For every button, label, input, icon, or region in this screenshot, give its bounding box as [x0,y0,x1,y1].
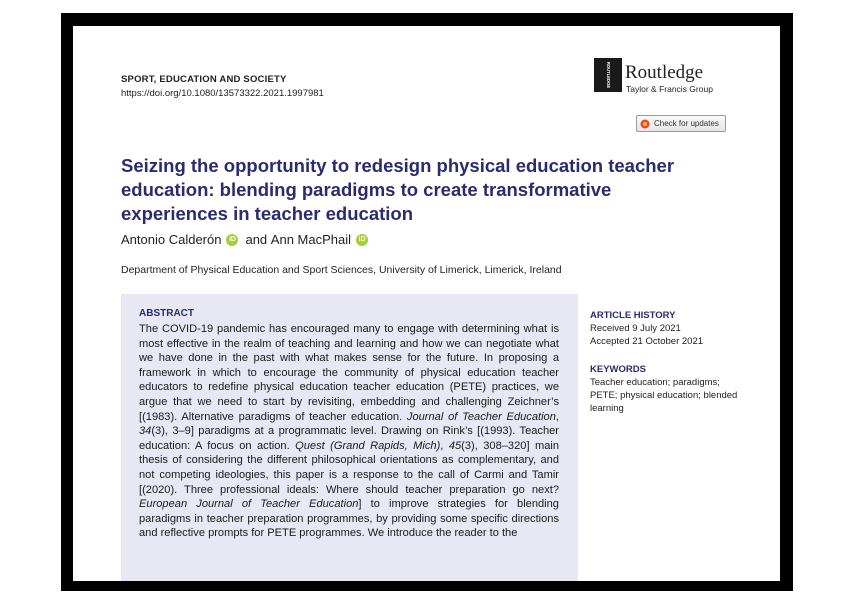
check-updates-icon [640,119,650,129]
article-title: Seizing the opportunity to redesign physical education teacher education: blending paradigms to create transformative experiences in teacher education [121,155,675,224]
received-date: Received 9 July 2021 [590,323,681,334]
orcid-icon[interactable]: iD [356,234,368,246]
article-page [73,26,780,581]
article-history-heading: ARTICLE HISTORY [590,310,676,321]
article-history [590,309,703,348]
routledge-mark-text: ROUTLEDGE [605,61,611,89]
author-macphail[interactable]: Ann MacPhail [270,232,352,247]
abstract-text: The COVID-19 pandemic has encouraged many to engage with determining what is most effective in the realm of teaching and learning and how we can negotiate what we have done in the past with what makes sense for the future. In proposing a framework in which to encourage the community of physical education teacher educators to redefine physical education teacher education (PETE) practices, we argue that we need to start by revisiting, embedding and challenging Zeichner’s [(1983). Alternative paradigms of teacher education. Journal of Teacher Education, 34(3), 3–9] paradigms at a programmatic level. Drawing on Rink’s [(1993). Teacher education: A focus on action. Quest (Grand Rapids, Mich), 45(3), 308–320] main thesis of considering the different philosophical orientations as complementary, and not competing ideologies, this paper is a response to the call of Carmi and Tamir [(2020). Three professional ideals: Where should teacher preparation go next? European Journal of Teacher Education] to improve strategies for blending paradigms in teacher preparation programmes, by providing some specific directions and reflective prompts for PETE programmes. We introduce the reader to the [139,323,560,540]
publisher-group: Taylor & Francis Group [626,84,713,94]
publisher-name: Routledge [625,62,704,83]
affiliation: Department of Physical Education and Sport Sciences, University of Limerick, Limerick, Ireland [121,264,562,276]
journal-name: SPORT, EDUCATION AND SOCIETY [121,74,287,85]
keywords-heading: KEYWORDS [590,364,646,375]
author-connector: and [245,232,268,247]
routledge-logo-icon [594,58,622,92]
doi-link[interactable]: https://doi.org/10.1080/13573322.2021.1997981 [121,88,324,99]
keywords [590,363,740,415]
keywords-list: Teacher education; paradigms; PETE; physical education; blended learning [590,377,738,414]
check-for-updates-label: Check for updates [654,119,719,128]
accepted-date: Accepted 21 October 2021 [590,336,704,347]
author-calderon[interactable]: Antonio Calderón [121,232,222,247]
abstract-heading: ABSTRACT [139,308,194,319]
orcid-icon[interactable]: iD [226,234,238,246]
author-line [121,232,375,247]
check-for-updates-button[interactable] [636,115,726,132]
abstract-box [121,294,578,581]
